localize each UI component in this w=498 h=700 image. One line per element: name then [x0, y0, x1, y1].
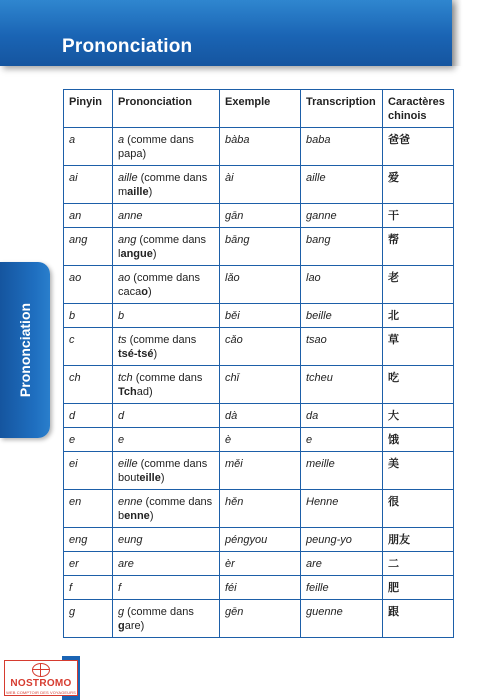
pron-segment: (comme dans m — [118, 172, 208, 198]
table-row — [64, 404, 454, 428]
cell-exemple: cǎo — [220, 328, 301, 366]
cell-transcription: lao — [301, 266, 383, 304]
pron-segment: tsé-tsé — [118, 348, 154, 360]
pron-segment: angue — [120, 248, 153, 260]
cell-prononciation — [113, 228, 220, 266]
cell-prononciation — [113, 266, 220, 304]
cell-caracteres: 大 — [383, 404, 454, 428]
cell-exemple: péngyou — [220, 528, 301, 552]
pron-segment: eille — [139, 472, 161, 484]
cell-transcription: tsao — [301, 328, 383, 366]
cell-exemple: gān — [220, 204, 301, 228]
cell-exemple: chī — [220, 366, 301, 404]
table-row — [64, 452, 454, 490]
page-header-bar — [0, 0, 452, 66]
cell-caracteres: 北 — [383, 304, 454, 328]
cell-pinyin: ao — [64, 266, 113, 304]
pron-segment: ts — [118, 334, 127, 346]
cell-transcription: beille — [301, 304, 383, 328]
table-row — [64, 428, 454, 452]
pron-segment: (comme dans — [126, 334, 197, 346]
pron-segment: (comme dans b — [118, 496, 213, 522]
cell-transcription: meille — [301, 452, 383, 490]
cell-exemple: bàba — [220, 128, 301, 166]
table-row — [64, 552, 454, 576]
pron-segment: aille — [118, 172, 138, 184]
cell-pinyin: er — [64, 552, 113, 576]
cell-prononciation — [113, 552, 220, 576]
cell-pinyin: ang — [64, 228, 113, 266]
cell-prononciation — [113, 600, 220, 638]
table-row — [64, 600, 454, 638]
pron-segment: (comme dans caca — [118, 272, 200, 298]
cell-prononciation — [113, 366, 220, 404]
cell-prononciation — [113, 428, 220, 452]
cell-pinyin: eng — [64, 528, 113, 552]
pron-segment: eille — [118, 458, 138, 470]
cell-prononciation — [113, 328, 220, 366]
table-row — [64, 128, 454, 166]
cell-pinyin: ei — [64, 452, 113, 490]
table-row — [64, 204, 454, 228]
table-row — [64, 528, 454, 552]
cell-caracteres: 帮 — [383, 228, 454, 266]
cell-pinyin: c — [64, 328, 113, 366]
table-row — [64, 328, 454, 366]
cell-pinyin: d — [64, 404, 113, 428]
cell-transcription: tcheu — [301, 366, 383, 404]
table-row — [64, 490, 454, 528]
cell-exemple: féi — [220, 576, 301, 600]
cell-pinyin: ai — [64, 166, 113, 204]
cell-prononciation — [113, 490, 220, 528]
cell-caracteres: 草 — [383, 328, 454, 366]
cell-transcription: da — [301, 404, 383, 428]
side-chapter-label: Prononciation — [17, 302, 33, 398]
cell-exemple: dà — [220, 404, 301, 428]
cell-caracteres: 干 — [383, 204, 454, 228]
cell-prononciation — [113, 304, 220, 328]
cell-caracteres: 朋友 — [383, 528, 454, 552]
cell-pinyin: e — [64, 428, 113, 452]
cell-exemple: měi — [220, 452, 301, 490]
pron-segment: eung — [118, 534, 143, 546]
pron-segment: o — [141, 286, 148, 298]
pron-segment: b — [118, 310, 125, 322]
cell-exemple: lǎo — [220, 266, 301, 304]
cell-caracteres: 老 — [383, 266, 454, 304]
pron-segment: Tch — [118, 386, 137, 398]
cell-transcription: Henne — [301, 490, 383, 528]
cell-prononciation — [113, 576, 220, 600]
header-shadow — [452, 0, 462, 66]
cell-transcription: peung-yo — [301, 528, 383, 552]
pron-segment: (comme dans l — [118, 234, 207, 260]
table-row — [64, 228, 454, 266]
table-row — [64, 304, 454, 328]
pron-segment: ad) — [136, 386, 153, 398]
cell-pinyin: g — [64, 600, 113, 638]
cell-transcription: feille — [301, 576, 383, 600]
pron-segment: aille — [127, 186, 149, 198]
column-header-prononciation: Prononciation — [113, 90, 220, 128]
cell-exemple: bāng — [220, 228, 301, 266]
cell-caracteres: 吃 — [383, 366, 454, 404]
pron-segment: e — [118, 434, 125, 446]
globe-icon — [32, 663, 50, 677]
table-row — [64, 166, 454, 204]
cell-caracteres: 爸爸 — [383, 128, 454, 166]
pron-segment: (comme dans bout — [118, 458, 208, 484]
table-row — [64, 576, 454, 600]
pron-segment: (comme dans — [124, 606, 194, 618]
pron-segment: ) — [148, 186, 153, 198]
cell-exemple: běi — [220, 304, 301, 328]
publisher-logo — [4, 660, 78, 696]
cell-prononciation — [113, 204, 220, 228]
logo-tagline: WEB COMPTOIR DES VOYAGEURS — [6, 690, 76, 695]
pron-segment: anne — [118, 210, 143, 222]
cell-exemple: ài — [220, 166, 301, 204]
cell-pinyin: en — [64, 490, 113, 528]
cell-transcription: guenne — [301, 600, 383, 638]
table-row — [64, 266, 454, 304]
page-title: Prononciation — [62, 36, 193, 57]
pron-segment: ang — [118, 234, 137, 246]
cell-pinyin: f — [64, 576, 113, 600]
pron-segment: g — [118, 606, 125, 618]
pron-segment: tch — [118, 372, 133, 384]
cell-prononciation — [113, 528, 220, 552]
pron-segment: d — [118, 410, 125, 422]
pron-segment: ao — [118, 272, 131, 284]
pron-segment: g — [118, 620, 125, 632]
pron-segment: ) — [152, 248, 157, 260]
cell-transcription: aille — [301, 166, 383, 204]
cell-exemple: hěn — [220, 490, 301, 528]
cell-caracteres: 饿 — [383, 428, 454, 452]
cell-transcription: bang — [301, 228, 383, 266]
column-header-pinyin: Pinyin — [64, 90, 113, 128]
pron-segment: (comme dans papa) — [118, 134, 194, 160]
cell-prononciation — [113, 452, 220, 490]
table-row — [64, 366, 454, 404]
table-header-row — [64, 90, 454, 128]
cell-exemple: gēn — [220, 600, 301, 638]
pron-segment: are) — [124, 620, 145, 632]
cell-transcription: ganne — [301, 204, 383, 228]
cell-exemple: èr — [220, 552, 301, 576]
column-header-caracteres: Caractères chinois — [383, 90, 454, 128]
cell-caracteres: 二 — [383, 552, 454, 576]
pron-segment: ) — [153, 348, 158, 360]
column-header-transcription: Transcription — [301, 90, 383, 128]
column-header-exemple: Exemple — [220, 90, 301, 128]
cell-caracteres: 肥 — [383, 576, 454, 600]
cell-transcription: e — [301, 428, 383, 452]
cell-transcription: are — [301, 552, 383, 576]
pron-segment: are — [118, 558, 134, 570]
cell-transcription: baba — [301, 128, 383, 166]
cell-prononciation — [113, 166, 220, 204]
pron-segment: ) — [160, 472, 165, 484]
pron-segment: (comme dans — [132, 372, 203, 384]
cell-caracteres: 很 — [383, 490, 454, 528]
cell-prononciation — [113, 404, 220, 428]
cell-pinyin: b — [64, 304, 113, 328]
cell-caracteres: 爱 — [383, 166, 454, 204]
cell-pinyin: a — [64, 128, 113, 166]
cell-caracteres: 美 — [383, 452, 454, 490]
pron-segment: a — [118, 134, 125, 146]
pron-segment: ) — [149, 510, 154, 522]
cell-prononciation — [113, 128, 220, 166]
pron-segment: f — [118, 582, 122, 594]
pron-segment: enne — [118, 496, 143, 508]
pron-segment: ) — [147, 286, 152, 298]
pronunciation-table — [63, 89, 454, 638]
cell-caracteres: 跟 — [383, 600, 454, 638]
pron-segment: enne — [124, 510, 150, 522]
cell-exemple: è — [220, 428, 301, 452]
logo-name: NOSTROMO — [10, 678, 72, 689]
table-body — [64, 128, 454, 638]
cell-pinyin: ch — [64, 366, 113, 404]
cell-pinyin: an — [64, 204, 113, 228]
